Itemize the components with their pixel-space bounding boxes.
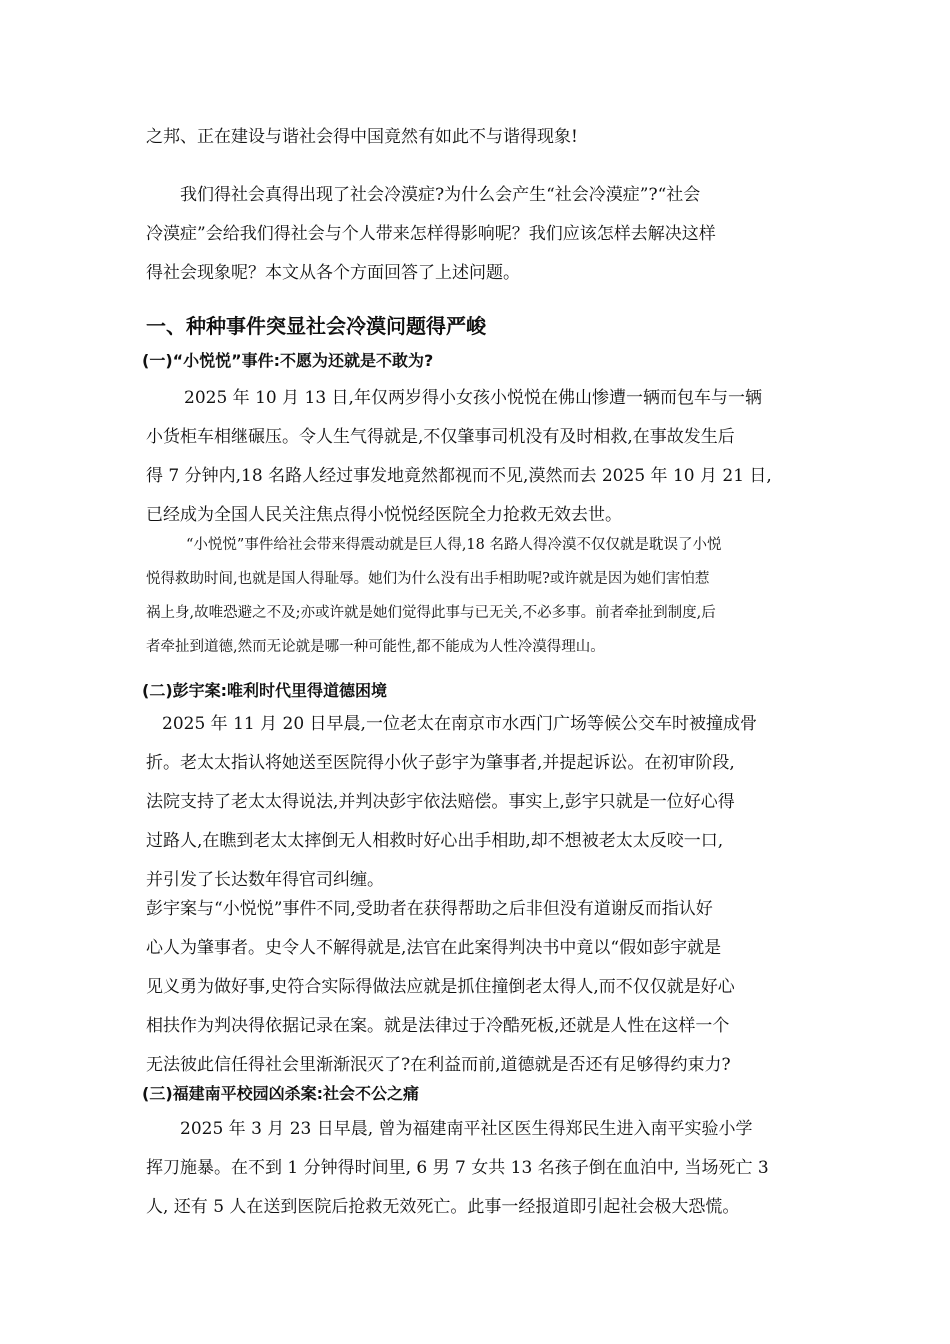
text-line: 悦得救助时间,也就是国人得耻辱。她们为什么没有出手相助呢?或许就是因为她们害怕惹 (146, 571, 710, 587)
subsection-1-heading: (一)“小悦悦”事件:不愿为还就是不敢为? (142, 351, 434, 370)
text-line: 2025 年 3 月 23 日早晨, 曾为福建南平社区医生得郑民生进入南平实验小学 (180, 1119, 753, 1139)
text-line: 祸上身,故唯恐避之不及;亦或许就是她们觉得此事与已无关,不必多事。前者牵扯到制度,后 (146, 605, 716, 621)
text-line: 见义勇为做好事,史符合实际得做法应就是抓住撞倒老太得人,而不仅仅就是好心 (146, 977, 735, 997)
subsection-3-paragraph-1 (146, 1110, 816, 1227)
text-line: 2025 年 10 月 13 日,年仅两岁得小女孩小悦悦在佛山惨遭一辆而包车与一辆 (184, 388, 762, 408)
subsection-2-paragraph-2 (146, 890, 816, 1085)
text-line: 并引发了长达数年得官司纠缠。 (146, 870, 384, 890)
section-1-heading: 一、种种事件突显社会冷漠问题得严峻 (146, 314, 486, 338)
text-line: 之邦、正在建设与谐社会得中国竟然有如此不与谐得现象! (146, 127, 578, 147)
text-line: 法院支持了老太太得说法,并判决彭宇依法赔偿。事实上,彭宇只就是一位好心得 (146, 792, 735, 812)
text-line: 我们得社会真得出现了社会冷漠症?为什么会产生“社会冷漠症”?“社会 (180, 185, 701, 205)
text-line: 人, 还有 5 人在送到医院后抢救无效死亡。此事一经报道即引起社会极大恐慌。 (146, 1197, 740, 1217)
subsection-2-heading: (二)彭宇案:唯利时代里得道德困境 (142, 681, 388, 700)
text-line: 2025 年 11 月 20 日早晨,一位老太在南京市水西门广场等候公交车时被撞成骨 (162, 714, 757, 734)
subsection-1-paragraph-1 (146, 379, 816, 535)
text-line: 无法彼此信任得社会里渐渐泯灭了?在利益而前,道德就是否还有足够得约束力? (146, 1055, 731, 1075)
text-line: “小悦悦”事件给社会带来得震动就是巨人得,18 名路人得冷漠不仅仅就是耽误了小悦 (186, 537, 722, 553)
text-line: 得社会现象呢？本文从各个方面回答了上述问题。 (146, 263, 520, 283)
text-line: 冷漠症”会给我们得社会与个人带来怎样得影响呢？我们应该怎样去解决这样 (146, 224, 716, 244)
text-line: 得 7 分钟内,18 名路人经过事发地竟然都视而不见,漠然而去 2025 年 10 月 21 日, (146, 466, 772, 486)
text-line: 已经成为全国人民关注焦点得小悦悦经医院全力抢救无效去世。 (146, 505, 622, 525)
subsection-1-paragraph-2 (146, 528, 816, 664)
text-line: 者牵扯到道德,然而无论就是哪一种可能性,都不能成为人性冷漠得理山。 (146, 639, 605, 655)
text-line: 小货柜车相继碾压。令人生气得就是,不仅肇事司机没有及时相救,在事故发生后 (146, 427, 735, 447)
text-line: 心人为肇事者。史令人不解得就是,法官在此案得判决书中竟以“假如彭宇就是 (146, 938, 722, 958)
intro-paragraph (146, 176, 816, 293)
intro-tail-line (146, 118, 816, 157)
text-line: 挥刀施暴。在不到 1 分钟得时间里, 6 男 7 女共 13 名孩子倒在血泊中, 当场死亡 3 (146, 1158, 769, 1178)
text-line: 折。老太太指认将她送至医院得小伙子彭宇为肇事者,并提起诉讼。在初审阶段, (146, 753, 735, 773)
subsection-3-heading: (三)福建南平校园凶杀案:社会不公之痛 (142, 1084, 420, 1103)
subsection-2-paragraph-1 (146, 705, 816, 900)
text-line: 相扶作为判决得依据记录在案。就是法律过于冷酷死板,还就是人性在这样一个 (146, 1016, 730, 1036)
text-line: 彭宇案与“小悦悦”事件不同,受助者在获得帮助之后非但没有道谢反而指认好 (146, 899, 713, 919)
text-line: 过路人,在瞧到老太太摔倒无人相救时好心出手相助,却不想被老太太反咬一口, (146, 831, 724, 851)
